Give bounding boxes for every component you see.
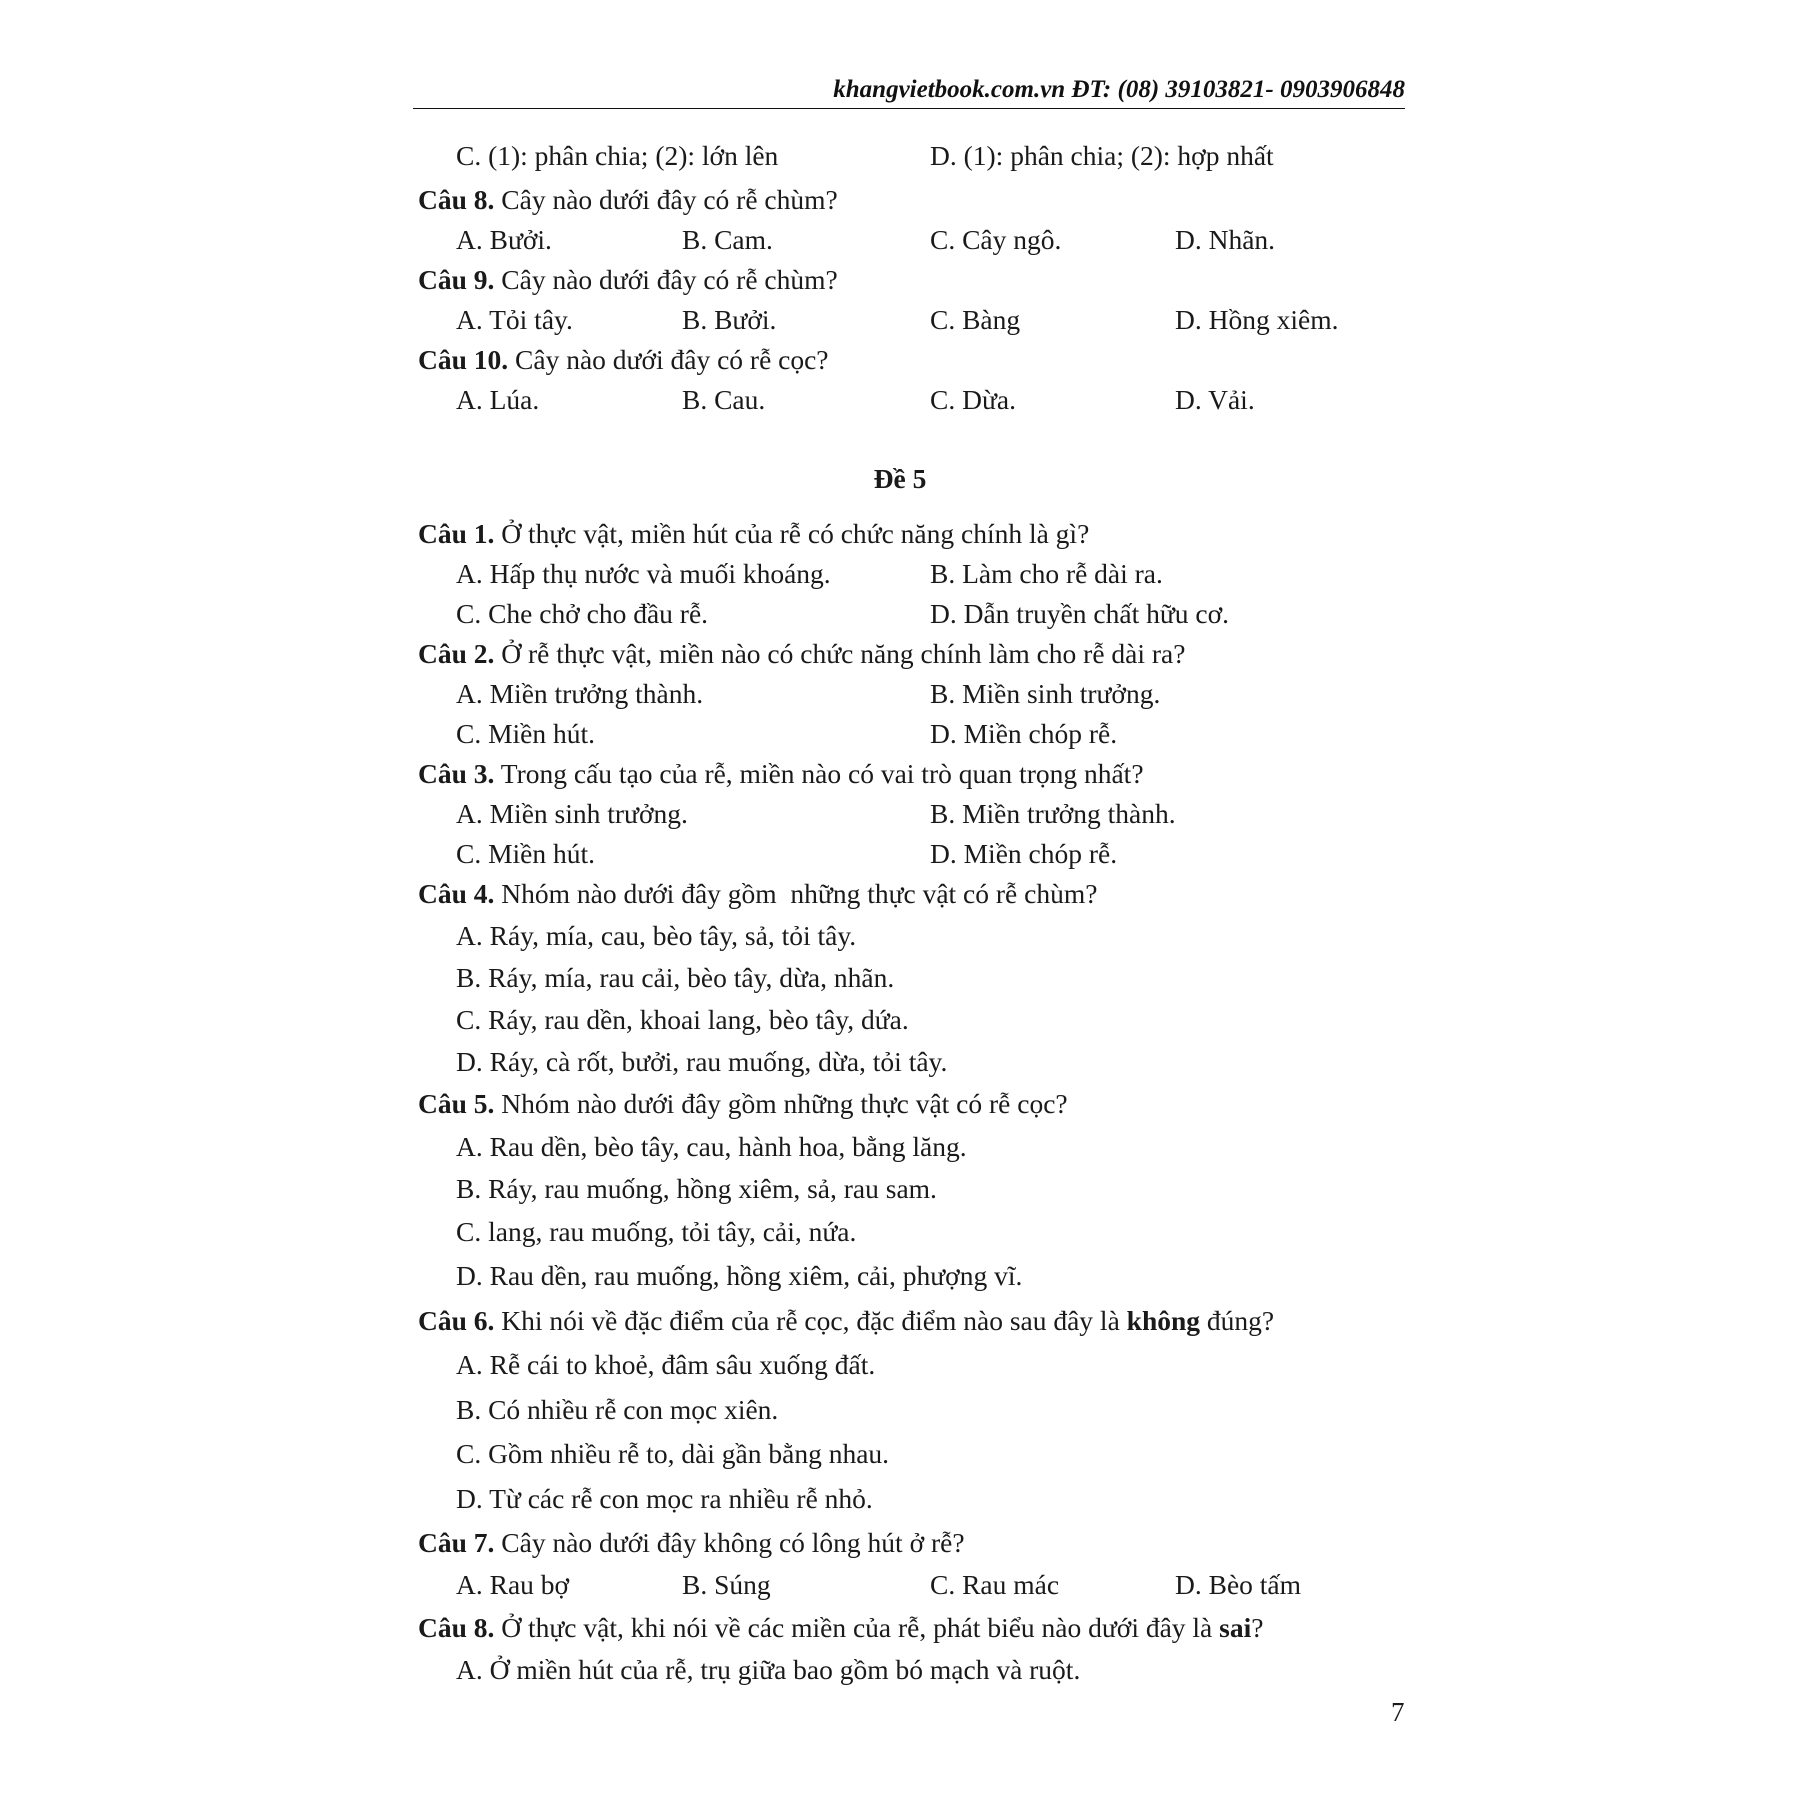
q1-option-b: B. Làm cho rễ dài ra. — [930, 558, 1163, 589]
q8-option-d: D. Nhãn. — [1175, 224, 1276, 255]
q7-option-d: D. (1): phân chia; (2): hợp nhất — [930, 140, 1274, 171]
q4-option-d: D. Ráy, cà rốt, bưởi, rau muống, dừa, tỏi tây. — [456, 1046, 948, 1077]
question-label: Câu 5. — [418, 1088, 495, 1119]
q8-option-a: A. Bưởi. — [456, 224, 552, 255]
question-text: Ở rễ thực vật, miền nào có chức năng chính làm cho rễ dài ra? — [494, 638, 1186, 669]
q3-option-d: D. Miền chóp rễ. — [930, 838, 1118, 869]
question-8-prev — [418, 186, 838, 214]
q6-option-a: A. Rễ cái to khoẻ, đâm sâu xuống đất. — [456, 1349, 876, 1380]
question-text: Cây nào dưới đây có rễ chùm? — [494, 264, 838, 295]
question-1 — [418, 520, 1089, 548]
question-10-prev — [418, 346, 829, 374]
q7-option-a: A. Rau bợ — [456, 1569, 570, 1600]
q1-option-c: C. Che chở cho đầu rễ. — [456, 598, 709, 629]
q4-option-c: C. Ráy, rau dền, khoai lang, bèo tây, dứa. — [456, 1004, 909, 1035]
page-number: 7 — [1391, 1697, 1405, 1727]
q10-option-a: A. Lúa. — [456, 384, 540, 415]
question-text: Cây nào dưới đây có rễ cọc? — [508, 344, 829, 375]
q7-option-d: D. Bèo tấm — [1175, 1569, 1302, 1600]
q2-option-c: C. Miền hút. — [456, 718, 596, 749]
section-title: Đề 5 — [873, 463, 927, 494]
question-text: Trong cấu tạo của rễ, miền nào có vai trò quan trọng nhất? — [494, 758, 1144, 789]
question-2 — [418, 640, 1185, 668]
question-5 — [418, 1090, 1068, 1118]
question-emphasis: sai — [1219, 1612, 1252, 1643]
question-label: Câu 4. — [418, 878, 495, 909]
q6-option-d: D. Từ các rễ con mọc ra nhiều rễ nhỏ. — [456, 1483, 873, 1514]
question-label: Câu 9. — [418, 264, 495, 295]
q8-option-b: B. Cam. — [682, 224, 773, 255]
question-label: Câu 7. — [418, 1527, 495, 1558]
q5-option-d: D. Rau dền, rau muống, hồng xiêm, cải, phượng vĩ. — [456, 1260, 1023, 1291]
header-divider — [413, 108, 1405, 109]
question-text: Cây nào dưới đây có rễ chùm? — [494, 184, 838, 215]
question-label: Câu 10. — [418, 344, 509, 375]
q5-option-c: C. lang, rau muống, tỏi tây, cải, nứa. — [456, 1216, 857, 1247]
question-label: Câu 3. — [418, 758, 495, 789]
q8-option-c: C. Cây ngô. — [930, 224, 1062, 255]
question-7 — [418, 1529, 965, 1557]
question-4 — [418, 880, 1097, 908]
q9-option-c: C. Bàng — [930, 304, 1021, 335]
question-3 — [418, 760, 1144, 788]
question-text: Ở thực vật, khi nói về các miền của rễ, phát biểu nào dưới đây là — [494, 1612, 1220, 1643]
question-label: Câu 2. — [418, 638, 495, 669]
question-text-end: ? — [1251, 1612, 1264, 1643]
q9-option-b: B. Bưởi. — [682, 304, 777, 335]
question-label: Câu 8. — [418, 1612, 495, 1643]
question-text: Nhóm nào dưới đây gồm những thực vật có rễ chùm? — [494, 878, 1098, 909]
q3-option-a: A. Miền sinh trưởng. — [456, 798, 688, 829]
q10-option-c: C. Dừa. — [930, 384, 1016, 415]
q2-option-a: A. Miền trưởng thành. — [456, 678, 704, 709]
q8-option-a: A. Ở miền hút của rễ, trụ giữa bao gồm bó mạch và ruột. — [456, 1654, 1081, 1685]
q3-option-b: B. Miền trưởng thành. — [930, 798, 1176, 829]
q7-option-c: C. (1): phân chia; (2): lớn lên — [456, 140, 779, 171]
q1-option-d: D. Dẫn truyền chất hữu cơ. — [930, 598, 1230, 629]
question-9-prev — [418, 266, 838, 294]
question-label: Câu 1. — [418, 518, 495, 549]
q4-option-b: B. Ráy, mía, rau cải, bèo tây, dừa, nhãn. — [456, 962, 895, 993]
question-6 — [418, 1307, 1274, 1335]
q7-option-c: C. Rau mác — [930, 1569, 1060, 1600]
q10-option-d: D. Vải. — [1175, 384, 1255, 415]
q3-option-c: C. Miền hút. — [456, 838, 596, 869]
q4-option-a: A. Ráy, mía, cau, bèo tây, sả, tỏi tây. — [456, 920, 857, 951]
q6-option-c: C. Gồm nhiều rễ to, dài gần bằng nhau. — [456, 1438, 890, 1469]
q1-option-a: A. Hấp thụ nước và muối khoáng. — [456, 558, 831, 589]
question-label: Câu 6. — [418, 1305, 495, 1336]
question-text: Ở thực vật, miền hút của rễ có chức năng chính là gì? — [494, 518, 1090, 549]
page-header: khangvietbook.com.vn ĐT: (08) 39103821- 0903906848 — [833, 76, 1405, 103]
q10-option-b: B. Cau. — [682, 384, 766, 415]
question-text: Nhóm nào dưới đây gồm những thực vật có rễ cọc? — [494, 1088, 1068, 1119]
q2-option-d: D. Miền chóp rễ. — [930, 718, 1118, 749]
q5-option-b: B. Ráy, rau muống, hồng xiêm, sả, rau sam. — [456, 1173, 937, 1204]
q9-option-a: A. Tỏi tây. — [456, 304, 573, 335]
question-8 — [418, 1614, 1263, 1642]
question-text: Khi nói về đặc điểm của rễ cọc, đặc điểm nào sau đây là — [494, 1305, 1127, 1336]
q5-option-a: A. Rau dền, bèo tây, cau, hành hoa, bằng lăng. — [456, 1131, 967, 1162]
question-text-end: đúng? — [1200, 1305, 1275, 1336]
question-label: Câu 8. — [418, 184, 495, 215]
q2-option-b: B. Miền sinh trưởng. — [930, 678, 1161, 709]
q9-option-d: D. Hồng xiêm. — [1175, 304, 1339, 335]
q7-option-b: B. Súng — [682, 1569, 771, 1600]
question-text: Cây nào dưới đây không có lông hút ở rễ? — [494, 1527, 965, 1558]
q6-option-b: B. Có nhiều rễ con mọc xiên. — [456, 1394, 779, 1425]
question-emphasis: không — [1126, 1305, 1201, 1336]
